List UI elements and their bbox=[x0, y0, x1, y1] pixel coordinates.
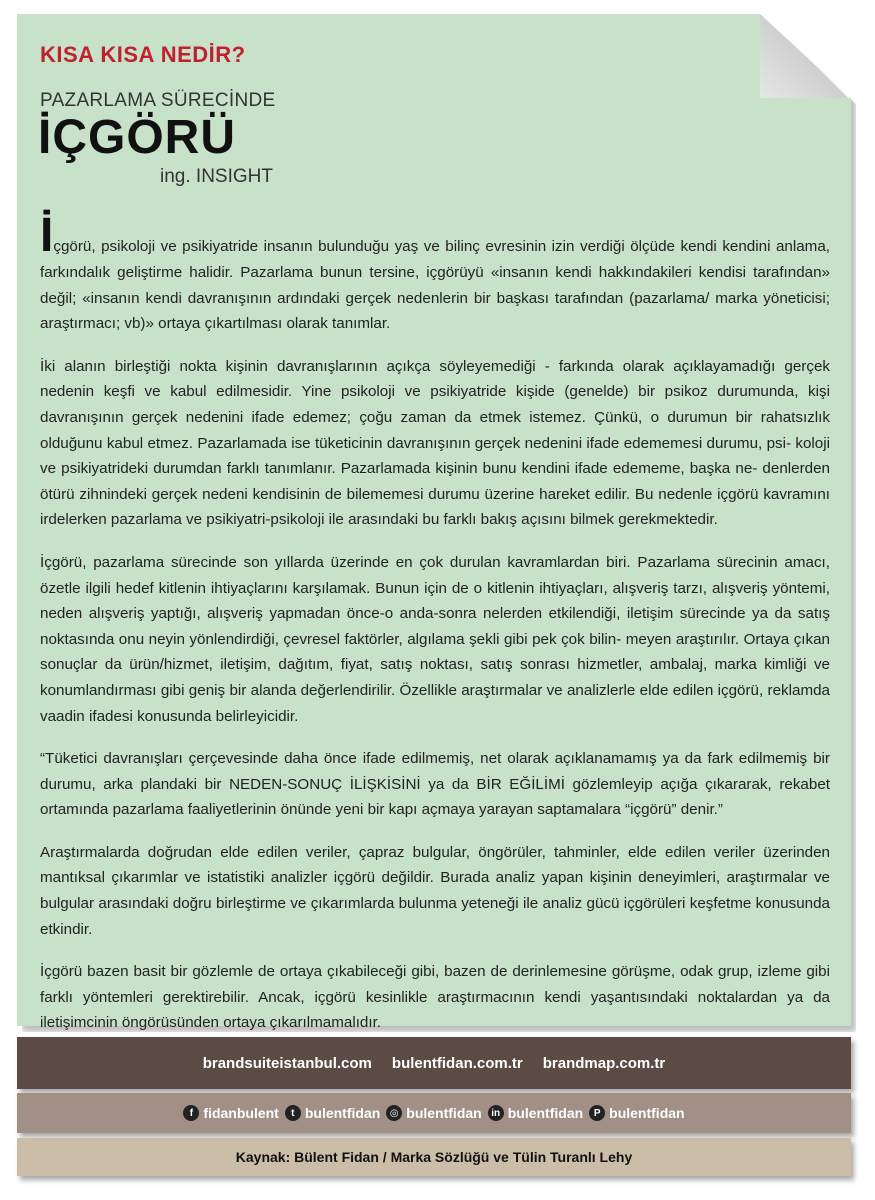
social-handle: bulentfidan bbox=[406, 1105, 482, 1121]
social-handle: bulentfidan bbox=[507, 1105, 584, 1121]
page-subtitle: ing. INSIGHT bbox=[160, 166, 273, 187]
drop-cap: İ bbox=[40, 209, 54, 262]
article-body bbox=[40, 209, 830, 1053]
social-instagram[interactable] bbox=[386, 1105, 481, 1121]
paragraph-3: İçgörü, pazarlama sürecinde son yıllarda üzerinde en çok durulan kavramlardan biri. Pazarlama sürecinin amacı, özetle ilgili hedef kitlenin ihtiyaçlarını karşılamak. Bunun için de o kitlenin ihtiyaçları, alışveriş tarzı, alışveriş yöntemi, neden alışveriş yaptığı, alışveriş yapmadan önce-o anda-sonra nelerden etkilendiği, iletişim sürecinde ya da satış noktasında onu neyin yönlendirdiği, çevresel faktörler, algılama şekli gibi pek çok bilin- meyen araştırılır. Ortaya çıkan sonuçlar da ürün/hizmet, iletişim, dağıtım, fiyat, satış noktası, satış sonrası hizmetler, ambalaj, marka kimliği ve konumlandırması gibi geniş bir alanda değerlendirilir. Özellikle araştırmalar ve analizlerle elde edilen içgörü, reklamda vaadin ifadesi konusunda belirleyicidir. bbox=[40, 553, 830, 725]
social-bar bbox=[17, 1093, 851, 1133]
instagram-icon: ◎ bbox=[386, 1105, 402, 1121]
paragraph-1 bbox=[40, 209, 830, 337]
paragraph-1-text: çgörü, psikoloji ve psikiyatride insanın bulunduğu yaş ve bilinç evresinin izin verdiği ölçüde kendi kendini anlama, farkındalık geliştirme halidir. Pazarlama bunun tersine, içgörüyü «insanın kendi hakkındakileri kendisi tarafından» değil; «insanın kendi davranışının ardındaki gerçek nedenlerin bir başkası tarafından (pazarlama/ marka yöneticisi; araştırmacı; vb)» ortaya çıkartılması olarak tanımlar. bbox=[40, 238, 830, 333]
website-links-bar bbox=[17, 1037, 851, 1089]
twitter-icon: t bbox=[285, 1105, 301, 1121]
paragraph-5: Araştırmalarda doğrudan elde edilen veriler, çapraz bulgular, öngörüler, tahminler, elde edilen veriler üzerinden mantıksal çıkarımlar ve istatistiki analizler içgörü değildir. Burada analiz yapan kişinin deneyimleri, araştırmalar ve bulgular arasındaki doğru birleştirme ve çıkarımlarda bulunma yeteneği ile analiz gücü içgörüleri keşfetme konusunda etkindir. bbox=[40, 843, 830, 938]
social-facebook[interactable] bbox=[183, 1105, 278, 1121]
facebook-icon: f bbox=[183, 1105, 199, 1121]
source-bar bbox=[17, 1138, 851, 1176]
folded-corner bbox=[760, 14, 851, 98]
linkedin-icon: in bbox=[488, 1105, 504, 1121]
social-twitter[interactable] bbox=[285, 1105, 380, 1121]
social-handle: fidanbulent bbox=[203, 1105, 279, 1121]
link-brandmap[interactable]: brandmap.com.tr bbox=[542, 1054, 666, 1072]
social-linkedin[interactable] bbox=[488, 1105, 583, 1121]
page-title: İÇGÖRÜ bbox=[38, 111, 236, 164]
source-credit: Kaynak: Bülent Fidan / Marka Sözlüğü ve Tülin Turanlı Lehy bbox=[235, 1149, 633, 1165]
paragraph-2: İki alanın birleştiği nokta kişinin davranışlarının açıkça söyleyemediği - farkında olarak açıklayamadığı gerçek nedenin keşfi ve kabul edilmesidir. Yine psikoloji ve psikiyatride kişide (genelde) bir psikoz durumunda, kişi davranışının gerçek nedenini ifade edemez; çoğu zaman da etmek istemez. Çünkü, o durumun bir rahatsızlık olduğunu kabul etmez. Pazarlamada ise tüketicinin davranışının gerçek nedenini ifade edememesi durumu, psi- koloji ve psikiyatrideki durumdan farklı tanımlanır. Pazarlamada kişinin bunu kendini ifade edememe, başka ne- denlerden ötürü zihnindeki gerçek nedeni kendisinin de bilememesi durumu üzerine hareket edilir. Bu nedenle içgörü kavramını irdelerken pazarlama ve psikiyatri-psikoloji ile arasındaki bu farklı bakış açısını bilmek gerekmektedir. bbox=[40, 357, 830, 529]
paragraph-6: İçgörü bazen basit bir gözlemle de ortaya çıkabileceği gibi, bazen de derinlemesine görüşme, odak grup, izleme gibi farklı yöntemleri gerektirebilir. Ancak, içgörü kesinlikle araştırmacının kendi yaşantısındaki noktalardan ya da iletişimcinin öngörüsünden ortaya çıkarılmamalıdır. bbox=[40, 963, 830, 1032]
social-handle: bulentfidan bbox=[609, 1105, 685, 1121]
page-overline: PAZARLAMA SÜRECİNDE bbox=[40, 90, 276, 111]
pinterest-icon: P bbox=[589, 1105, 605, 1121]
social-handle: bulentfidan bbox=[304, 1105, 381, 1121]
paragraph-4-quote: “Tüketici davranışları çerçevesinde daha önce ifade edilmemiş, net olarak açıklanamamış ya da fark edilmemiş bir durumu, arka plandaki bir NEDEN-SONUÇ İLİŞKİSİNİ ya da BİR EĞİLİMİ gözlemleyip açığa çıkararak, rekabet ortamında pazarlama faaliyetlerinin önünde yeni bir kapı açmaya yarayan saptamalara “içgörü” denir.” bbox=[40, 750, 830, 819]
link-bulentfidan[interactable]: bulentfidan.com.tr bbox=[391, 1054, 523, 1072]
link-brandsuiteistanbul[interactable]: brandsuiteistanbul.com bbox=[202, 1054, 372, 1072]
section-kicker: KISA KISA NEDİR? bbox=[40, 42, 246, 67]
social-pinterest[interactable] bbox=[589, 1105, 684, 1121]
